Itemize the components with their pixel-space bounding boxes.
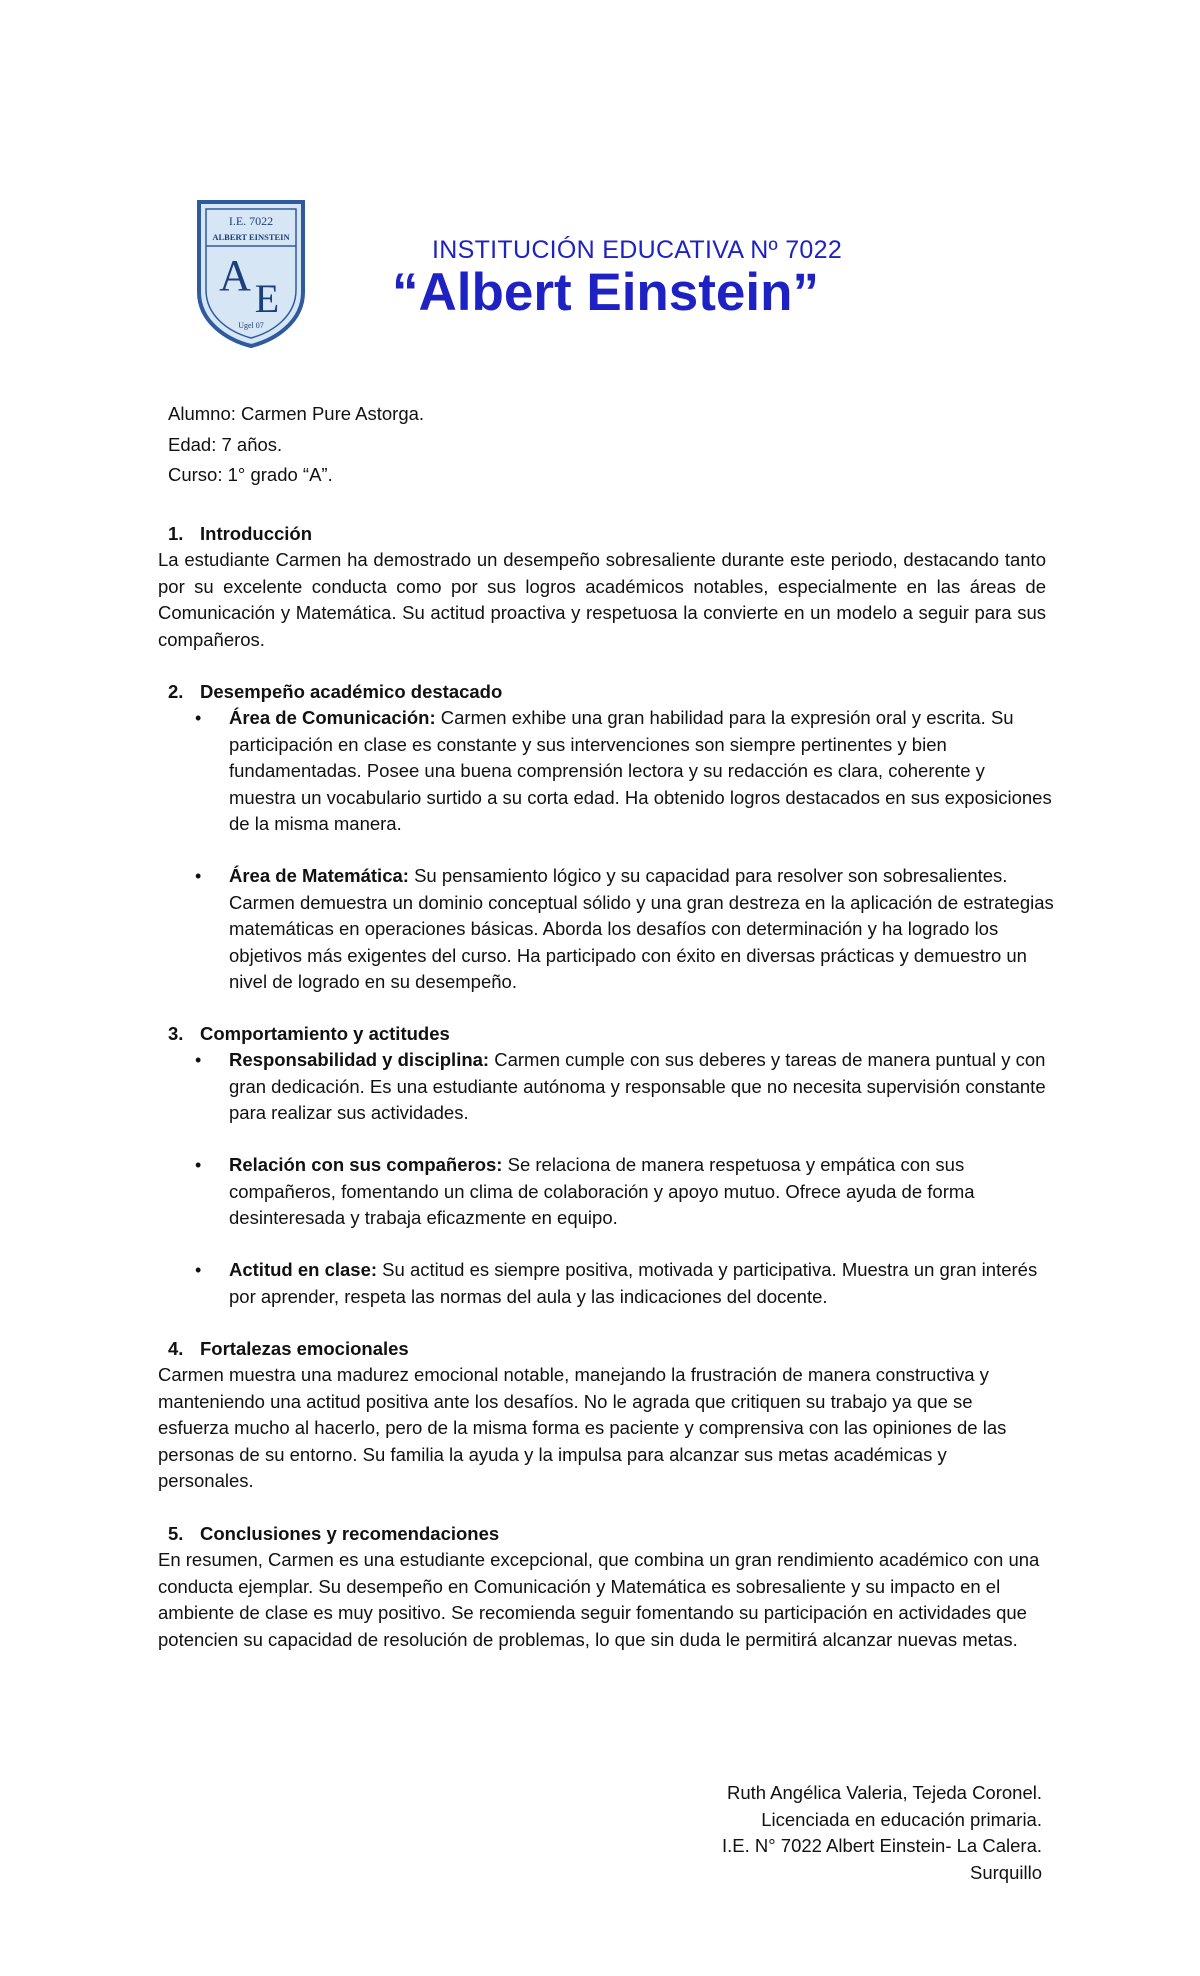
bullet-text: Carmen cumple con sus deberes y tareas de manera puntual y con gran dedicación. Es una estudiante autónoma y responsable que no necesita supervisión constante para realizar sus actividades. <box>229 1049 1046 1123</box>
bullet-dot-icon: • <box>195 1155 202 1175</box>
bullet-label: Relación con sus compañeros: <box>229 1154 503 1175</box>
bullet-relacion-companeros <box>195 1152 1055 1232</box>
section-number: 2. <box>168 681 184 702</box>
bullet-area-comunicacion <box>195 705 1055 838</box>
student-age: Edad: 7 años. <box>168 434 283 455</box>
bullet-responsabilidad <box>195 1047 1055 1127</box>
logo-bottom-text: Ugel 07 <box>238 321 264 330</box>
bullet-label: Área de Comunicación: <box>229 707 436 728</box>
logo-top-text: I.E. 7022 <box>228 214 274 228</box>
bullet-label: Actitud en clase: <box>229 1259 378 1280</box>
signature-block <box>722 1780 1042 1886</box>
bullet-area-matematica <box>195 863 1055 996</box>
section-number: 1. <box>168 523 184 544</box>
logo-letter-a: A <box>219 251 251 300</box>
bullet-text: Su actitud es siempre positiva, motivada y participativa. Muestra un gran interés por aprender, respeta las normas del aula y las indicaciones del docente. <box>229 1259 1038 1307</box>
signature-title: Licenciada en educación primaria. <box>761 1808 1042 1830</box>
school-crest-logo <box>195 200 310 348</box>
section-heading-fortalezas <box>168 1336 409 1363</box>
section-title: Desempeño académico destacado <box>200 681 503 702</box>
section-number: 4. <box>168 1338 184 1359</box>
bullet-dot-icon: • <box>195 708 202 728</box>
bullet-text: Carmen exhibe una gran habilidad para la expresión oral y escrita. Su participación en clase es constante y sus intervenciones son siempre pertinentes y bien fundamentadas. Posee una buena comprensión lectora y su redacción es clara, coherente y muestra un vocabulario surtido a su corta edad. Ha obtenido logros destacados en sus exposiciones de la misma manera. <box>229 707 1052 834</box>
student-info <box>168 401 424 489</box>
section-body-introduccion: La estudiante Carmen ha demostrado un desempeño sobresaliente durante este periodo, destacando tanto por su excelente conducta como por sus logros académicos notables, especialmente en las áreas de Comunicación y Matemática. Su actitud proactiva y respetuosa la convierte en un modelo a seguir para sus compañeros. <box>158 549 1046 650</box>
section-heading-conclusiones <box>168 1521 499 1548</box>
institution-line: INSTITUCIÓN EDUCATIVA Nº 7022 <box>432 236 843 264</box>
student-name: Alumno: Carmen Pure Astorga. <box>168 403 425 424</box>
section-title: Introducción <box>200 523 313 544</box>
section-title: Fortalezas emocionales <box>200 1338 409 1359</box>
school-name-title: “Albert Einstein” <box>392 263 820 322</box>
bullet-actitud-clase <box>195 1257 1055 1310</box>
signature-district: Surquillo <box>970 1861 1042 1883</box>
section-body-conclusiones: En resumen, Carmen es una estudiante excepcional, que combina un gran rendimiento académico con una conducta ejemplar. Su desempeño en Comunicación y Matemática es sobresaliente y su impacto en el ambiente de clase es muy positivo. Se recomienda seguir fomentando su participación en actividades que potencien su capacidad de resolución de problemas, lo que sin duda le permitirá alcanzar nuevas metas. <box>158 1549 1040 1650</box>
section-heading-comportamiento <box>168 1021 450 1048</box>
signature-institution: I.E. N° 7022 Albert Einstein- La Calera. <box>721 1835 1042 1856</box>
bullet-dot-icon: • <box>195 866 202 886</box>
section-number: 3. <box>168 1023 184 1044</box>
bullet-dot-icon: • <box>195 1260 202 1280</box>
section-title: Conclusiones y recomendaciones <box>200 1523 500 1544</box>
logo-sub-text: ALBERT EINSTEIN <box>212 232 290 242</box>
section-body-fortalezas: Carmen muestra una madurez emocional notable, manejando la frustración de manera constructiva y manteniendo una actitud positiva ante los desafíos. No le agrada que critiquen su trabajo ya que se esfuerza mucho al hacerlo, pero de la misma forma es paciente y comprensiva con las opiniones de las personas de su entorno. Su familia la ayuda y la impulsa para alcanzar sus metas académicas y personales. <box>158 1364 1007 1491</box>
section-title: Comportamiento y actitudes <box>200 1023 450 1044</box>
signature-name: Ruth Angélica Valeria, Tejeda Coronel. <box>726 1782 1042 1803</box>
section-heading-desempeno <box>168 679 502 706</box>
bullet-dot-icon: • <box>195 1050 202 1070</box>
logo-letter-e: E <box>254 276 280 321</box>
bullet-text: Se relaciona de manera respetuosa y empática con sus compañeros, fomentando un clima de colaboración y apoyo mutuo. Ofrece ayuda de forma desinteresada y trabaja eficazmente en equipo. <box>229 1154 975 1228</box>
section-number: 5. <box>168 1523 184 1544</box>
bullet-label: Área de Matemática: <box>229 865 409 886</box>
section-heading-introduccion <box>168 521 312 548</box>
bullet-label: Responsabilidad y disciplina: <box>229 1049 490 1070</box>
student-course: Curso: 1° grado “A”. <box>168 464 333 485</box>
bullet-text: Su pensamiento lógico y su capacidad para resolver son sobresalientes. Carmen demuestra un dominio conceptual sólido y una gran destreza en la aplicación de estrategias matemáticas en operaciones básicas. Aborda los desafíos con determinación y ha logrado los objetivos más exigentes del curso. Ha participado con éxito en diversas prácticas y demuestro un nivel de logrado en su desempeño. <box>229 865 1054 992</box>
